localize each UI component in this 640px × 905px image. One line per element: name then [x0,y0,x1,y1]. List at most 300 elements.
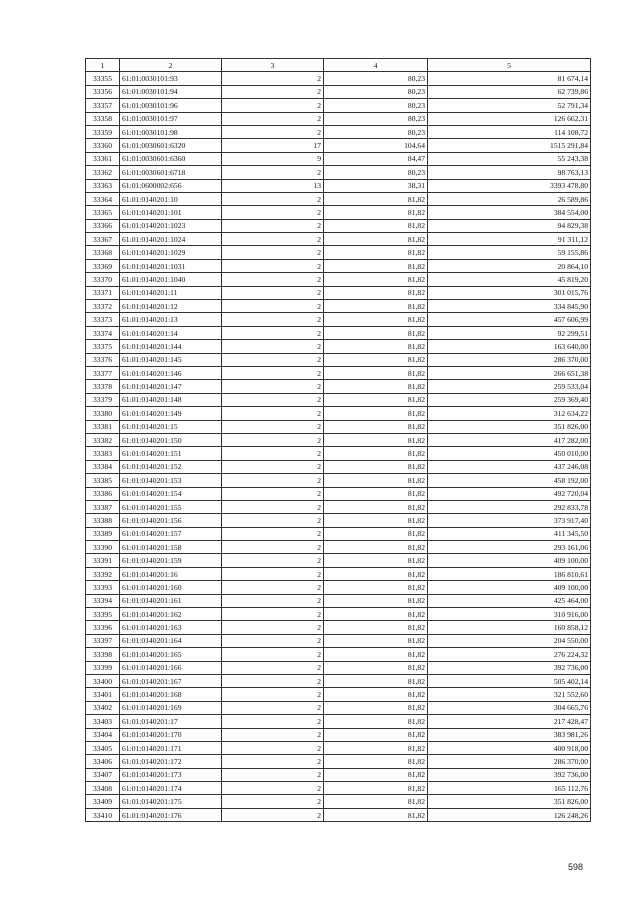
area-cell: 81,82 [324,741,428,754]
table-row [86,313,591,326]
cadastral-number-cell: 61:01:0140201:1029 [120,246,222,259]
row-number-cell: 33385 [86,474,120,487]
table-row [86,581,591,594]
row-number-cell: 33367 [86,233,120,246]
table-row [86,407,591,420]
area-cell: 81,82 [324,273,428,286]
quantity-cell: 2 [222,259,324,272]
row-number-cell: 33360 [86,139,120,152]
column-header-4: 4 [324,59,428,72]
value-cell: 458 192,00 [428,474,591,487]
area-cell: 81,82 [324,541,428,554]
cadastral-number-cell: 61:01:0140201:1031 [120,259,222,272]
row-number-cell: 33359 [86,125,120,138]
cadastral-number-cell: 61:01:0140201:144 [120,340,222,353]
cadastral-number-cell: 61:01:0030101:98 [120,125,222,138]
area-cell: 81,82 [324,514,428,527]
area-cell: 81,82 [324,608,428,621]
area-cell: 81,82 [324,219,428,232]
value-cell: 165 112,76 [428,782,591,795]
cadastral-number-cell: 61:01:0140201:17 [120,715,222,728]
row-number-cell: 33388 [86,514,120,527]
quantity-cell: 2 [222,99,324,112]
area-cell: 81,82 [324,808,428,821]
row-number-cell: 33364 [86,192,120,205]
cadastral-number-cell: 61:01:0140201:150 [120,433,222,446]
quantity-cell: 2 [222,554,324,567]
row-number-cell: 33387 [86,500,120,513]
value-cell: 293 161,06 [428,541,591,554]
value-cell: 59 155,86 [428,246,591,259]
table-row [86,393,591,406]
cadastral-number-cell: 61:01:0140201:164 [120,634,222,647]
quantity-cell: 2 [222,433,324,446]
value-cell: 450 010,00 [428,447,591,460]
row-number-cell: 33384 [86,460,120,473]
value-cell: 409 100,00 [428,581,591,594]
table-row [86,608,591,621]
cadastral-number-cell: 61:01:0140201:11 [120,286,222,299]
table-row [86,500,591,513]
quantity-cell: 2 [222,72,324,85]
row-number-cell: 33410 [86,808,120,821]
cadastral-number-cell: 61:01:0140201:158 [120,541,222,554]
row-number-cell: 33379 [86,393,120,406]
value-cell: 286 370,00 [428,755,591,768]
cadastral-number-cell: 61:01:0030101:94 [120,85,222,98]
row-number-cell: 33356 [86,85,120,98]
cadastral-number-cell: 61:01:0140201:172 [120,755,222,768]
table-row [86,340,591,353]
row-number-cell: 33395 [86,608,120,621]
cadastral-number-cell: 61:01:0030101:97 [120,112,222,125]
cadastral-number-cell: 61:01:0030101:96 [120,99,222,112]
area-cell: 81,82 [324,433,428,446]
row-number-cell: 33400 [86,674,120,687]
cadastral-number-cell: 61:01:0140201:168 [120,688,222,701]
cadastral-number-cell: 61:01:0030601:6360 [120,152,222,165]
value-cell: 126 248,26 [428,808,591,821]
value-cell: 392 736,00 [428,661,591,674]
quantity-cell: 2 [222,741,324,754]
cadastral-number-cell: 61:01:0140201:12 [120,300,222,313]
quantity-cell: 9 [222,152,324,165]
quantity-cell: 2 [222,233,324,246]
quantity-cell: 2 [222,487,324,500]
table-row [86,661,591,674]
cadastral-number-cell: 61:01:0140201:171 [120,741,222,754]
row-number-cell: 33377 [86,366,120,379]
cadastral-number-cell: 61:01:0140201:145 [120,353,222,366]
table-row [86,741,591,754]
cadastral-number-cell: 61:01:0140201:13 [120,313,222,326]
value-cell: 20 864,10 [428,259,591,272]
table-row [86,755,591,768]
area-cell: 81,82 [324,554,428,567]
cadastral-number-cell: 61:01:0140201:148 [120,393,222,406]
table-row [86,567,591,580]
area-cell: 81,82 [324,393,428,406]
table-row [86,72,591,85]
area-cell: 80,23 [324,166,428,179]
value-cell: 400 918,00 [428,741,591,754]
table-row [86,728,591,741]
cadastral-number-cell: 61:01:0140201:161 [120,594,222,607]
area-cell: 84,47 [324,152,428,165]
table-row [86,206,591,219]
row-number-cell: 33399 [86,661,120,674]
area-cell: 81,82 [324,648,428,661]
value-cell: 286 370,00 [428,353,591,366]
row-number-cell: 33398 [86,648,120,661]
row-number-cell: 33371 [86,286,120,299]
row-number-cell: 33406 [86,755,120,768]
cadastral-number-cell: 61:01:0140201:163 [120,621,222,634]
table-row [86,179,591,192]
value-cell: 373 917,40 [428,514,591,527]
area-cell: 81,82 [324,500,428,513]
value-cell: 351 826,00 [428,420,591,433]
quantity-cell: 2 [222,125,324,138]
area-cell: 81,82 [324,487,428,500]
area-cell: 81,82 [324,701,428,714]
value-cell: 94 829,38 [428,219,591,232]
table-row [86,259,591,272]
area-cell: 80,23 [324,72,428,85]
value-cell: 425 464,00 [428,594,591,607]
quantity-cell: 2 [222,541,324,554]
value-cell: 457 606,99 [428,313,591,326]
table-row [86,514,591,527]
value-cell: 276 224,32 [428,648,591,661]
value-cell: 411 345,50 [428,527,591,540]
table-row [86,487,591,500]
cadastral-number-cell: 61:01:0140201:166 [120,661,222,674]
row-number-cell: 33372 [86,300,120,313]
table-row [86,273,591,286]
cadastral-number-cell: 61:01:0140201:1023 [120,219,222,232]
row-number-cell: 33381 [86,420,120,433]
area-cell: 81,82 [324,380,428,393]
quantity-cell: 2 [222,634,324,647]
area-cell: 81,82 [324,755,428,768]
value-cell: 259 369,40 [428,393,591,406]
table-row [86,447,591,460]
row-number-cell: 33375 [86,340,120,353]
table-row [86,474,591,487]
value-cell: 351 826,00 [428,795,591,808]
value-cell: 163 640,00 [428,340,591,353]
cadastral-number-cell: 61:01:0140201:154 [120,487,222,500]
row-number-cell: 33363 [86,179,120,192]
quantity-cell: 2 [222,808,324,821]
row-number-cell: 33396 [86,621,120,634]
value-cell: 186 810,61 [428,567,591,580]
cadastral-number-cell: 61:01:0140201:149 [120,407,222,420]
table-row [86,246,591,259]
row-number-cell: 33402 [86,701,120,714]
value-cell: 3393 478,80 [428,179,591,192]
value-cell: 217 428,47 [428,715,591,728]
value-cell: 62 739,86 [428,85,591,98]
value-cell: 266 651,38 [428,366,591,379]
row-number-cell: 33378 [86,380,120,393]
quantity-cell: 2 [222,380,324,393]
cadastral-number-cell: 61:01:0140201:151 [120,447,222,460]
area-cell: 81,82 [324,246,428,259]
value-cell: 312 634,22 [428,407,591,420]
area-cell: 81,82 [324,474,428,487]
value-cell: 81 674,14 [428,72,591,85]
area-cell: 80,23 [324,99,428,112]
quantity-cell: 2 [222,608,324,621]
value-cell: 334 845,90 [428,300,591,313]
row-number-cell: 33365 [86,206,120,219]
quantity-cell: 2 [222,326,324,339]
area-cell: 81,82 [324,527,428,540]
quantity-cell: 2 [222,701,324,714]
cadastral-number-cell: 61:01:0140201:174 [120,782,222,795]
header-row [86,59,591,72]
cadastral-number-cell: 61:01:0140201:16 [120,567,222,580]
value-cell: 417 282,00 [428,433,591,446]
row-number-cell: 33374 [86,326,120,339]
cadastral-number-cell: 61:01:0140201:1040 [120,273,222,286]
value-cell: 321 552,60 [428,688,591,701]
row-number-cell: 33362 [86,166,120,179]
area-cell: 81,82 [324,340,428,353]
value-cell: 259 533,04 [428,380,591,393]
table-body [86,72,591,822]
table-row [86,286,591,299]
cadastral-number-cell: 61:01:0140201:1024 [120,233,222,246]
table-row [86,166,591,179]
cadastral-number-cell: 61:01:0140201:159 [120,554,222,567]
table-row [86,621,591,634]
table-row [86,433,591,446]
cadastral-number-cell: 61:01:0030601:6320 [120,139,222,152]
table-row [86,460,591,473]
area-cell: 81,82 [324,567,428,580]
cadastral-number-cell: 61:01:0140201:173 [120,768,222,781]
quantity-cell: 17 [222,139,324,152]
cadastral-number-cell: 61:01:0140201:101 [120,206,222,219]
cadastral-number-cell: 61:01:0140201:152 [120,460,222,473]
row-number-cell: 33380 [86,407,120,420]
cadastral-number-cell: 61:01:0140201:162 [120,608,222,621]
row-number-cell: 33408 [86,782,120,795]
quantity-cell: 2 [222,166,324,179]
row-number-cell: 33390 [86,541,120,554]
quantity-cell: 2 [222,219,324,232]
area-cell: 81,82 [324,286,428,299]
value-cell: 114 108,72 [428,125,591,138]
quantity-cell: 2 [222,300,324,313]
table-row [86,634,591,647]
quantity-cell: 2 [222,621,324,634]
table-row [86,366,591,379]
table-row [86,795,591,808]
table-row [86,594,591,607]
area-cell: 81,82 [324,768,428,781]
table-row [86,674,591,687]
area-cell: 81,82 [324,366,428,379]
value-cell: 292 833,78 [428,500,591,513]
area-cell: 80,23 [324,85,428,98]
cadastral-number-cell: 61:01:0140201:157 [120,527,222,540]
row-number-cell: 33355 [86,72,120,85]
area-cell: 81,82 [324,782,428,795]
column-header-1: 1 [86,59,120,72]
table-row [86,554,591,567]
area-cell: 81,82 [324,460,428,473]
row-number-cell: 33376 [86,353,120,366]
area-cell: 81,82 [324,728,428,741]
value-cell: 492 720,04 [428,487,591,500]
area-cell: 81,82 [324,407,428,420]
area-cell: 81,82 [324,353,428,366]
value-cell: 310 916,00 [428,608,591,621]
quantity-cell: 2 [222,474,324,487]
cadastral-number-cell: 61:01:0140201:15 [120,420,222,433]
column-header-3: 3 [222,59,324,72]
quantity-cell: 2 [222,366,324,379]
quantity-cell: 2 [222,313,324,326]
value-cell: 392 736,00 [428,768,591,781]
quantity-cell: 2 [222,273,324,286]
area-cell: 81,82 [324,313,428,326]
table-row [86,420,591,433]
quantity-cell: 2 [222,581,324,594]
area-cell: 81,82 [324,594,428,607]
table-row [86,300,591,313]
row-number-cell: 33401 [86,688,120,701]
value-cell: 1515 291,84 [428,139,591,152]
row-number-cell: 33370 [86,273,120,286]
row-number-cell: 33358 [86,112,120,125]
row-number-cell: 33404 [86,728,120,741]
area-cell: 80,23 [324,125,428,138]
table-row [86,112,591,125]
table-row [86,715,591,728]
registry-table [85,58,591,822]
cadastral-number-cell: 61:01:0030101:93 [120,72,222,85]
table-row [86,326,591,339]
value-cell: 505 402,14 [428,674,591,687]
quantity-cell: 2 [222,393,324,406]
quantity-cell: 2 [222,514,324,527]
quantity-cell: 2 [222,447,324,460]
area-cell: 81,82 [324,661,428,674]
cadastral-number-cell: 61:01:0140201:155 [120,500,222,513]
value-cell: 204 550,00 [428,634,591,647]
quantity-cell: 2 [222,460,324,473]
row-number-cell: 33382 [86,433,120,446]
area-cell: 81,82 [324,715,428,728]
value-cell: 45 819,20 [428,273,591,286]
quantity-cell: 2 [222,755,324,768]
row-number-cell: 33373 [86,313,120,326]
cadastral-number-cell: 61:01:0140201:147 [120,380,222,393]
area-cell: 81,82 [324,259,428,272]
cadastral-number-cell: 61:01:0140201:167 [120,674,222,687]
quantity-cell: 2 [222,246,324,259]
cadastral-number-cell: 61:01:0140201:10 [120,192,222,205]
value-cell: 126 662,31 [428,112,591,125]
area-cell: 38,31 [324,179,428,192]
table-row [86,219,591,232]
cadastral-number-cell: 61:01:0030601:6718 [120,166,222,179]
table-row [86,85,591,98]
cadastral-number-cell: 61:01:0140201:14 [120,326,222,339]
value-cell: 409 100,00 [428,554,591,567]
cadastral-number-cell: 61:01:0600002:656 [120,179,222,192]
value-cell: 160 858,12 [428,621,591,634]
quantity-cell: 2 [222,407,324,420]
value-cell: 55 243,38 [428,152,591,165]
row-number-cell: 33394 [86,594,120,607]
value-cell: 91 311,12 [428,233,591,246]
value-cell: 301 015,76 [428,286,591,299]
row-number-cell: 33403 [86,715,120,728]
quantity-cell: 2 [222,715,324,728]
value-cell: 52 791,34 [428,99,591,112]
area-cell: 104,64 [324,139,428,152]
page-number: 598 [567,862,583,872]
column-header-5: 5 [428,59,591,72]
row-number-cell: 33389 [86,527,120,540]
area-cell: 81,82 [324,447,428,460]
table-row [86,648,591,661]
quantity-cell: 2 [222,527,324,540]
table-row [86,541,591,554]
cadastral-number-cell: 61:01:0140201:156 [120,514,222,527]
quantity-cell: 2 [222,728,324,741]
quantity-cell: 2 [222,500,324,513]
cadastral-number-cell: 61:01:0140201:165 [120,648,222,661]
row-number-cell: 33392 [86,567,120,580]
row-number-cell: 33405 [86,741,120,754]
area-cell: 81,82 [324,326,428,339]
quantity-cell: 2 [222,192,324,205]
value-cell: 383 981,26 [428,728,591,741]
value-cell: 92 299,51 [428,326,591,339]
quantity-cell: 2 [222,795,324,808]
quantity-cell: 2 [222,206,324,219]
value-cell: 437 246,08 [428,460,591,473]
row-number-cell: 33361 [86,152,120,165]
area-cell: 81,82 [324,674,428,687]
quantity-cell: 2 [222,112,324,125]
table-row [86,99,591,112]
table-row [86,152,591,165]
row-number-cell: 33357 [86,99,120,112]
quantity-cell: 13 [222,179,324,192]
cadastral-number-cell: 61:01:0140201:176 [120,808,222,821]
value-cell: 98 763,13 [428,166,591,179]
row-number-cell: 33407 [86,768,120,781]
quantity-cell: 2 [222,661,324,674]
row-number-cell: 33397 [86,634,120,647]
table-row [86,139,591,152]
row-number-cell: 33393 [86,581,120,594]
quantity-cell: 2 [222,674,324,687]
row-number-cell: 33368 [86,246,120,259]
quantity-cell: 2 [222,768,324,781]
row-number-cell: 33386 [86,487,120,500]
area-cell: 81,82 [324,621,428,634]
area-cell: 81,82 [324,688,428,701]
